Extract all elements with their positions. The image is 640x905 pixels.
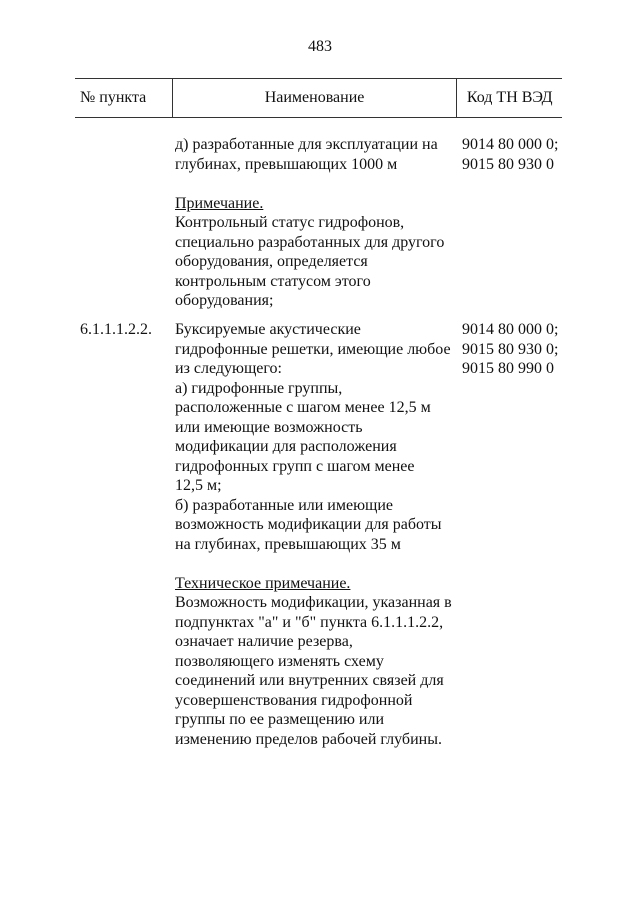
- note-line: соединений или внутренних связей для: [175, 672, 444, 689]
- text-line: расположенные с шагом менее 12,5 м: [175, 399, 431, 416]
- table-header: [75, 78, 562, 118]
- item-codes: [462, 135, 562, 174]
- text-line: на глубинах, превышающих 35 м: [175, 535, 401, 553]
- text-line: из следующего:: [175, 360, 282, 377]
- note-line: позволяющего изменять схему: [175, 652, 384, 670]
- note-line: подпунктах "а" и "б" пункта 6.1.1.1.2.2,: [175, 613, 444, 631]
- code-line: 9014 80 000 0;: [462, 136, 559, 153]
- note-line: Возможность модификации, указанная в: [175, 594, 452, 611]
- note-title: Примечание.: [175, 194, 264, 212]
- item-description: [175, 135, 460, 311]
- item-number: 6.1.1.1.2.2.: [80, 321, 152, 338]
- technical-note-title: Техническое примечание.: [175, 574, 351, 592]
- note-line: специально разработанных для другого: [175, 233, 445, 251]
- text-line: б) разработанные или имеющие: [175, 496, 394, 514]
- page-number: 483: [308, 38, 332, 55]
- code-line: 9015 80 930 0;: [462, 340, 559, 358]
- note-line: контрольным статусом этого: [175, 272, 371, 290]
- text-line: 12,5 м;: [175, 477, 222, 494]
- text-line: глубинах, превышающих 1000 м: [175, 155, 398, 173]
- item-codes: [462, 320, 562, 379]
- note-line: Контрольный статус гидрофонов,: [175, 214, 405, 231]
- text-line: или имеющие возможность: [175, 418, 363, 436]
- note-line: изменению пределов рабочей глубины.: [175, 730, 442, 748]
- blank-line: [175, 174, 460, 194]
- text-line: Буксируемые акустические: [175, 321, 361, 338]
- note-line: оборудования;: [175, 292, 274, 309]
- header-code: Код ТН ВЭД: [466, 89, 553, 106]
- blank-line: [175, 554, 460, 574]
- note-line: усовершенствования гидрофонной: [175, 691, 413, 709]
- text-line: а) гидрофонные группы,: [175, 379, 343, 397]
- item-description: [175, 320, 460, 749]
- note-line: группы по ее размещению или: [175, 711, 385, 728]
- text-line: гидрофонные решетки, имеющие любое: [175, 340, 451, 358]
- header-name: Наименование: [172, 79, 458, 117]
- note-line: означает наличие резерва,: [175, 633, 353, 650]
- text-line: модификации для расположения: [175, 438, 397, 455]
- text-line: гидрофонных групп с шагом менее: [175, 457, 415, 475]
- text-line: возможность модификации для работы: [175, 516, 442, 533]
- code-line: 9015 80 990 0: [462, 360, 554, 377]
- header-item-number: № пункта: [80, 89, 147, 106]
- note-line: оборудования, определяется: [175, 253, 368, 270]
- code-line: 9014 80 000 0;: [462, 321, 559, 338]
- code-line: 9015 80 930 0: [462, 155, 554, 173]
- text-line: д) разработанные для эксплуатации на: [175, 136, 438, 153]
